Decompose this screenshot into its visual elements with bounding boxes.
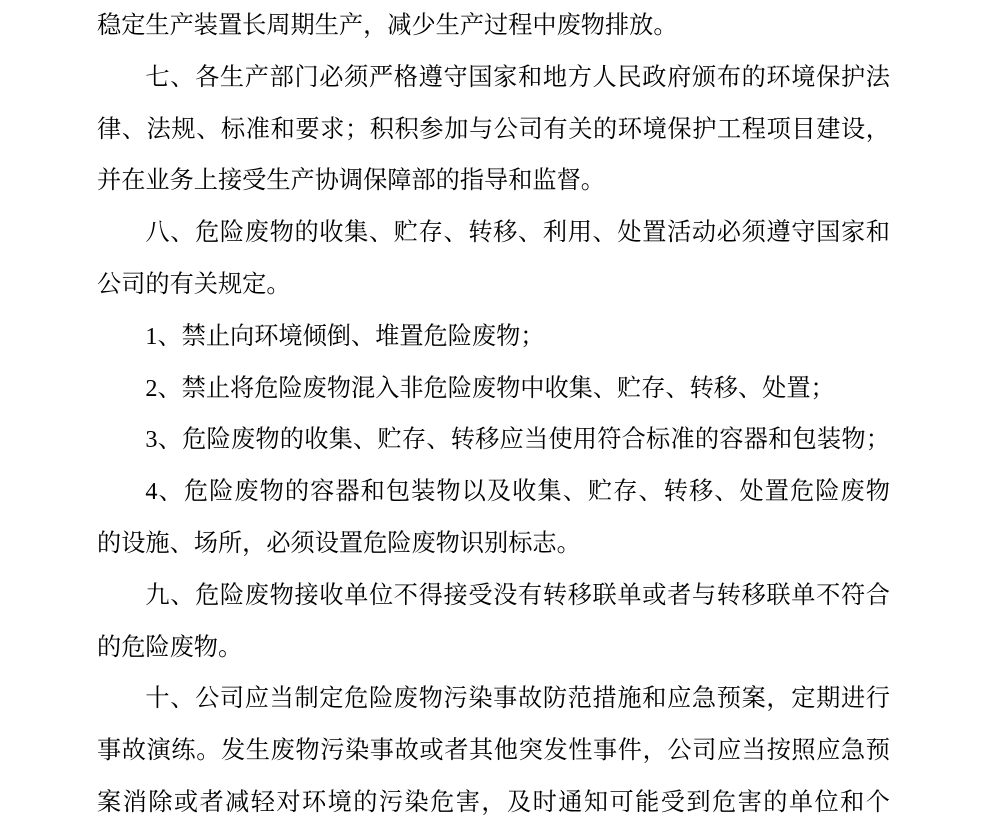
text-line: 稳定生产装置长周期生产，减少生产过程中废物排放。 [97, 12, 678, 39]
text-line: 九、危险废物接收单位不得接受没有转移联单或者与转移联单不符合 [145, 581, 890, 609]
text-line: 3、危险废物的收集、贮存、转移应当使用符合标准的容器和包装物； [145, 426, 890, 454]
text-line: 事故演练。发生废物污染事故或者其他突发性事件，公司应当按照应急预 [97, 737, 890, 765]
text-line: 的危险废物。 [97, 633, 243, 661]
text-line: 七、各生产部门必须严格遵守国家和地方人民政府颁布的环境保护法 [145, 63, 890, 91]
text-line: 公司的有关规定。 [97, 270, 291, 298]
text-line: 4、危险废物的容器和包装物以及收集、贮存、转移、处置危险废物 [145, 478, 890, 506]
text-line: 八、危险废物的收集、贮存、转移、利用、处置活动必须遵守国家和 [145, 219, 890, 247]
text-line: 1、禁止向环境倾倒、堆置危险废物； [145, 322, 545, 350]
text-line: 律、法规、标准和要求；积积参加与公司有关的环境保护工程项目建设， [97, 115, 890, 143]
text-line: 案消除或者减轻对环境的污染危害，及时通知可能受到危害的单位和个 [97, 788, 890, 816]
text-line: 的设施、场所，必须设置危险废物识别标志。 [97, 529, 581, 557]
text-line: 并在业务上接受生产协调保障部的指导和监督。 [97, 167, 605, 195]
document-body [97, 0, 890, 829]
text-line: 2、禁止将危险废物混入非危险废物中收集、贮存、转移、处置； [145, 374, 835, 402]
text-line: 十、公司应当制定危险废物污染事故防范措施和应急预案，定期进行 [145, 685, 890, 713]
